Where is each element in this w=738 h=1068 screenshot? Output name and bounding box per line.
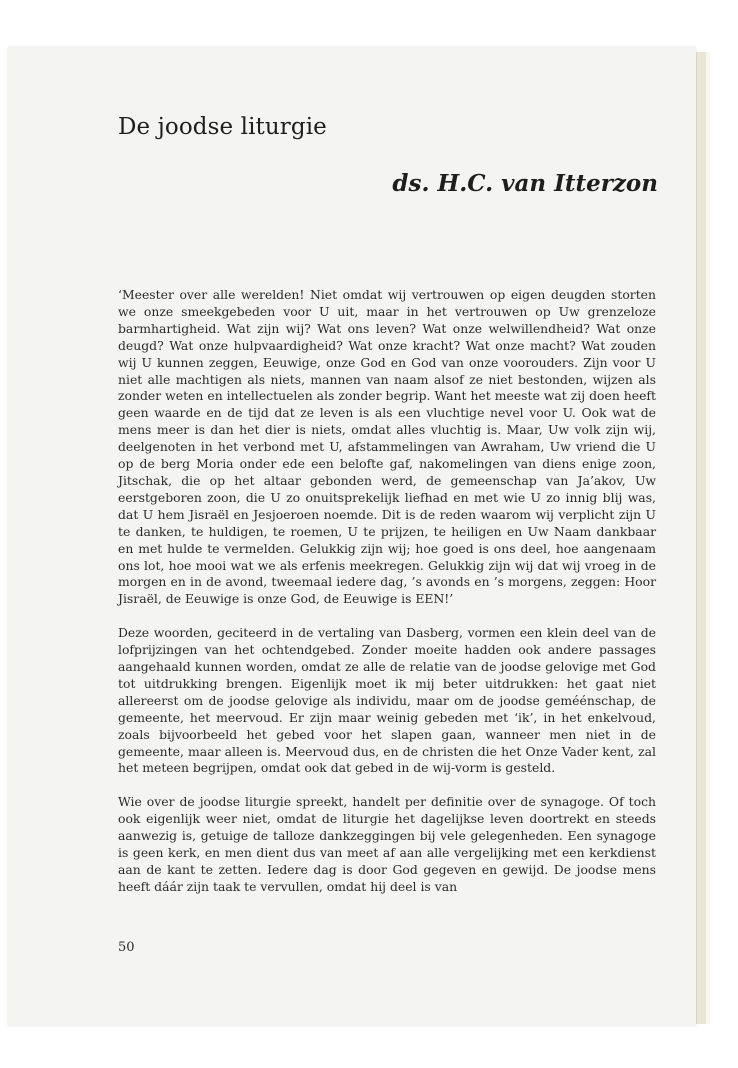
paragraph-synagogue: Wie over de joodse liturgie spreekt, handelt per definitie over de synagoge. Of toch ook eigenlijk weer niet, omdat de liturgie het dagelijkse leven doortrekt en steeds aanwezig is, getuige de talloze dankzeggingen bij vele gelegenheden. Een synagoge is geen kerk, en men dient dus van meet af aan alle vergelijking met een kerkdienst aan de kant te zetten. Iedere dag is door God gegeven en gewijd. De joodse mens heeft dáár zijn taak te vervullen, omdat hij deel is van (118, 794, 656, 894)
article-title: De joodse liturgie (118, 114, 327, 140)
paragraph-commentary: Deze woorden, geciteerd in de vertaling van Dasberg, vormen een klein deel van de lofprijzingen van het ochtendgebed. Zonder moeite hadden ook andere passages aangehaald kunnen worden, omdat ze alle de relatie van de joodse gelovige met God tot uitdrukking brengen. Eigenlijk moet ik mij beter uitdrukken: het gaat niet allereerst om de joodse gelovige als individu, maar om de joodse geméénschap, de gemeente, het meervoud. Er zijn maar weinig gebeden met ‘ik’, in het enkelvoud, zoals bijvoorbeeld het gebed voor het slapen gaan, wanneer men niet in de gemeente, maar alleen is. Meervoud dus, en de christen die het Onze Vader kent, zal het meteen begrijpen, omdat ook dat gebed in de wij-vorm is gesteld. (118, 625, 656, 776)
article-body (118, 287, 656, 913)
paragraph-quote: ‘Meester over alle werelden! Niet omdat wij vertrouwen op eigen deugden storten we onze smeekgebeden voor U uit, maar in het vertrouwen op Uw grenzeloze barmhartigheid. Wat zijn wij? Wat ons leven? Wat onze welwillendheid? Wat onze deugd? Wat onze hulpvaardigheid? Wat onze kracht? Wat onze macht? Wat zouden wij U kunnen zeggen, Eeuwige, onze God en God van onze voorouders. Zijn voor U niet alle machtigen als niets, mannen van naam alsof ze niet bestonden, wijzen als zonder weten en intellectuelen als zonder begrip. Want het meeste wat zij doen heeft geen waarde en de tijd dat ze leven is als een vluchtige nevel voor U. Ook wat de mens meer is dan het dier is niets, omdat alles vluchtig is. Maar, Uw volk zijn wij, deelgenoten in het verbond met U, afstammelingen van Awraham, Uw vriend die U op de berg Moria onder ede een belofte gaf, nakomelingen van diens enige zoon, Jitschak, die op het altaar gebonden werd, de gemeenschap van Ja’akov, Uw eerstgeboren zoon, die U zo onuitsprekelijk liefhad en met wie U zo innig blij was, dat U hem Jisraël en Jesjoeroen noemde. Dit is de reden waarom wij verplicht zijn U te danken, te huldigen, te roemen, U te prijzen, te heiligen en Uw Naam dankbaar en met hulde te vermelden. Gelukkig zijn wij; hoe goed is ons deel, hoe aangenaam ons lot, hoe mooi wat we als erfenis meekregen. Gelukkig zijn wij dat wij vroeg in de morgen en in de avond, tweemaal iedere dag, ’s avonds en ’s morgens, zeggen: Hoor Jisraël, de Eeuwige is onze God, de Eeuwige is EEN!’ (118, 287, 656, 607)
article-author: ds. H.C. van Itterzon (392, 170, 658, 197)
page-number: 50 (118, 940, 135, 955)
page-edge (706, 52, 710, 1024)
